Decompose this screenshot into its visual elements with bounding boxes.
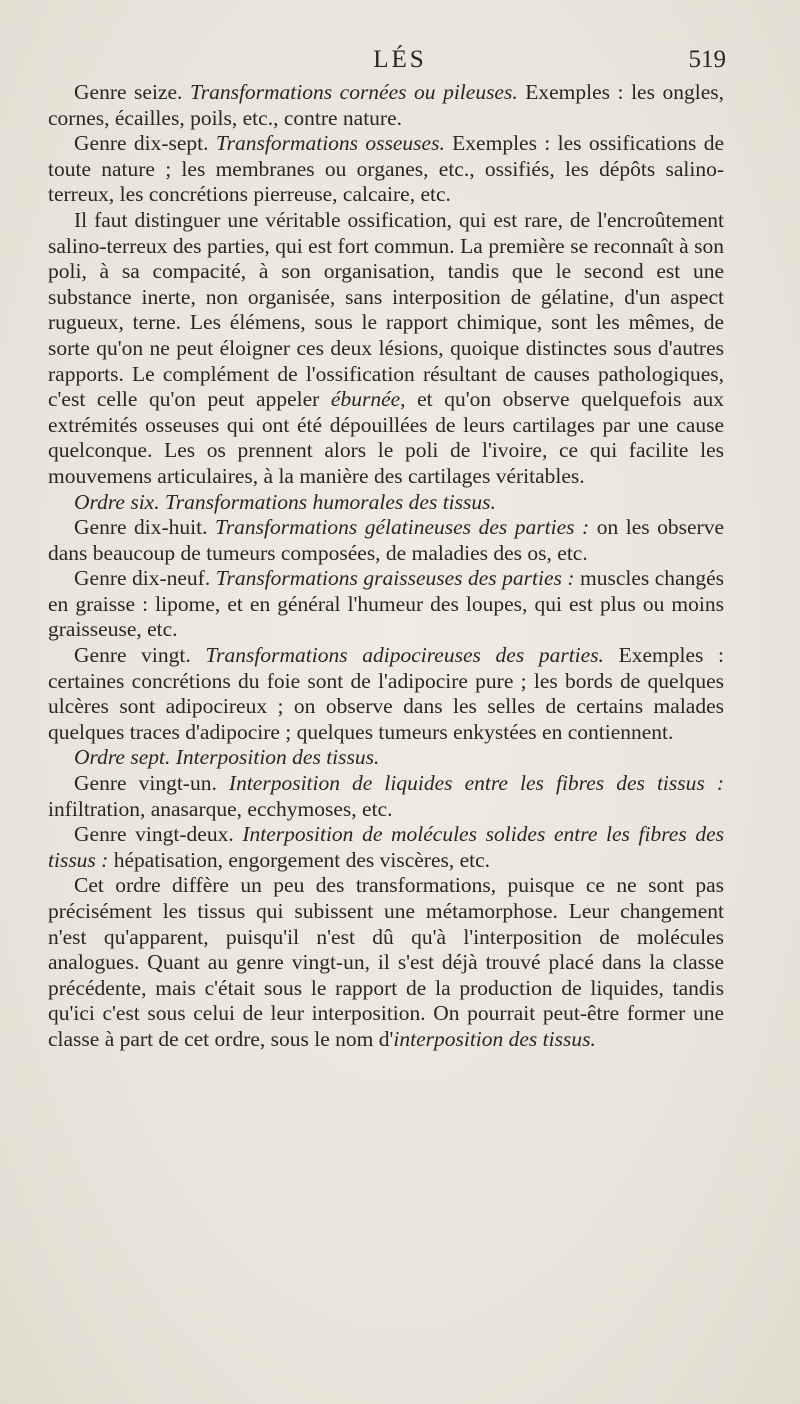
page-header	[0, 46, 800, 80]
paragraph-genre-dix-neuf: Genre dix-neuf. Transformations graisseuses des parties : muscles changés en graisse : lipome, et en général l'humeur des loupes, qui est plus ou moins graisseuse, etc.	[48, 566, 724, 642]
paragraph-ossification: Il faut distinguer une véritable ossification, qui est rare, de l'encroûtement salino-terreux des parties, qui est fort commun. La première se reconnaît à son poli, à sa compacité, à son organisation, tandis que le second est une substance inerte, non organisée, sans interposition de gélatine, d'un aspect rugueux, terne. Les élémens, sous le rapport chimique, sont les mêmes, de sorte qu'on ne peut éloigner ces deux lésions, quoique distinctes sous d'autres rapports. Le complément de l'ossification résultant de causes pathologiques, c'est celle qu'on peut appeler éburnée, et qu'on observe quelquefois aux extrémités osseuses qui ont été dépouillées de leurs cartilages par une cause quelconque. Les os prennent alors le poli de l'ivoire, ce qui facilite les mouvemens articulaires, à la manière des cartilages véritables.	[48, 207, 725, 488]
paragraph-genre-dix-huit: Genre dix-huit. Transformations gélatineuses des parties : on les observe dans beaucoup de tumeurs composées, de maladies des os, etc.	[48, 515, 725, 565]
paragraph-genre-vingt-un: Genre vingt-un. Interposition de liquides entre les fibres des tissus : infiltration, anasarque, ecchymoses, etc.	[48, 771, 724, 821]
heading-ordre-six: Ordre six. Transformations humorales des tissus.	[74, 489, 496, 514]
running-head: LÉS	[373, 46, 427, 73]
paragraph-genre-vingt: Genre vingt. Transformations adipocireuses des parties. Exemples : certaines concrétions du foie sont de l'adipocire pure ; les bords de quelques ulcères sont adipocireux ; on observe dans les selles de certains malades quelques traces d'adipocire ; quelques tumeurs enkystées en contiennent.	[48, 643, 724, 744]
page-number: 519	[688, 46, 726, 73]
paragraph-genre-vingt-deux: Genre vingt-deux. Interposition de molécules solides entre les fibres des tissus : hépatisation, engorgement des viscères, etc.	[48, 822, 725, 872]
paragraph-genre-seize: Genre seize. Transformations cornées ou pileuses. Exemples : les ongles, cornes, écailles, poils, etc., contre nature.	[48, 80, 724, 130]
heading-ordre-sept: Ordre sept. Interposition des tissus.	[74, 745, 380, 770]
paragraph-cet-ordre: Cet ordre diffère un peu des transformations, puisque ce ne sont pas précisément les tissus qui subissent une métamorphose. Leur changement n'est qu'apparent, puisqu'il n'est dû qu'à l'interposition de molécules analogues. Quant au genre vingt-un, il s'est déjà trouvé placé dans la classe précédente, mais c'était sous le rapport de la production de liquides, tandis qu'ici c'est sous celui de leur interposition. On pourrait peut-être former une classe à part de cet ordre, sous le nom d'interposition des tissus.	[48, 873, 724, 1051]
paragraph-genre-dix-sept: Genre dix-sept. Transformations osseuses. Exemples : les ossifications de toute nature ; les membranes ou organes, etc., ossifiés, les dépôts salino-terreux, les concrétions pierreuse, calcaire, etc.	[48, 131, 724, 207]
page-body	[48, 80, 724, 1053]
